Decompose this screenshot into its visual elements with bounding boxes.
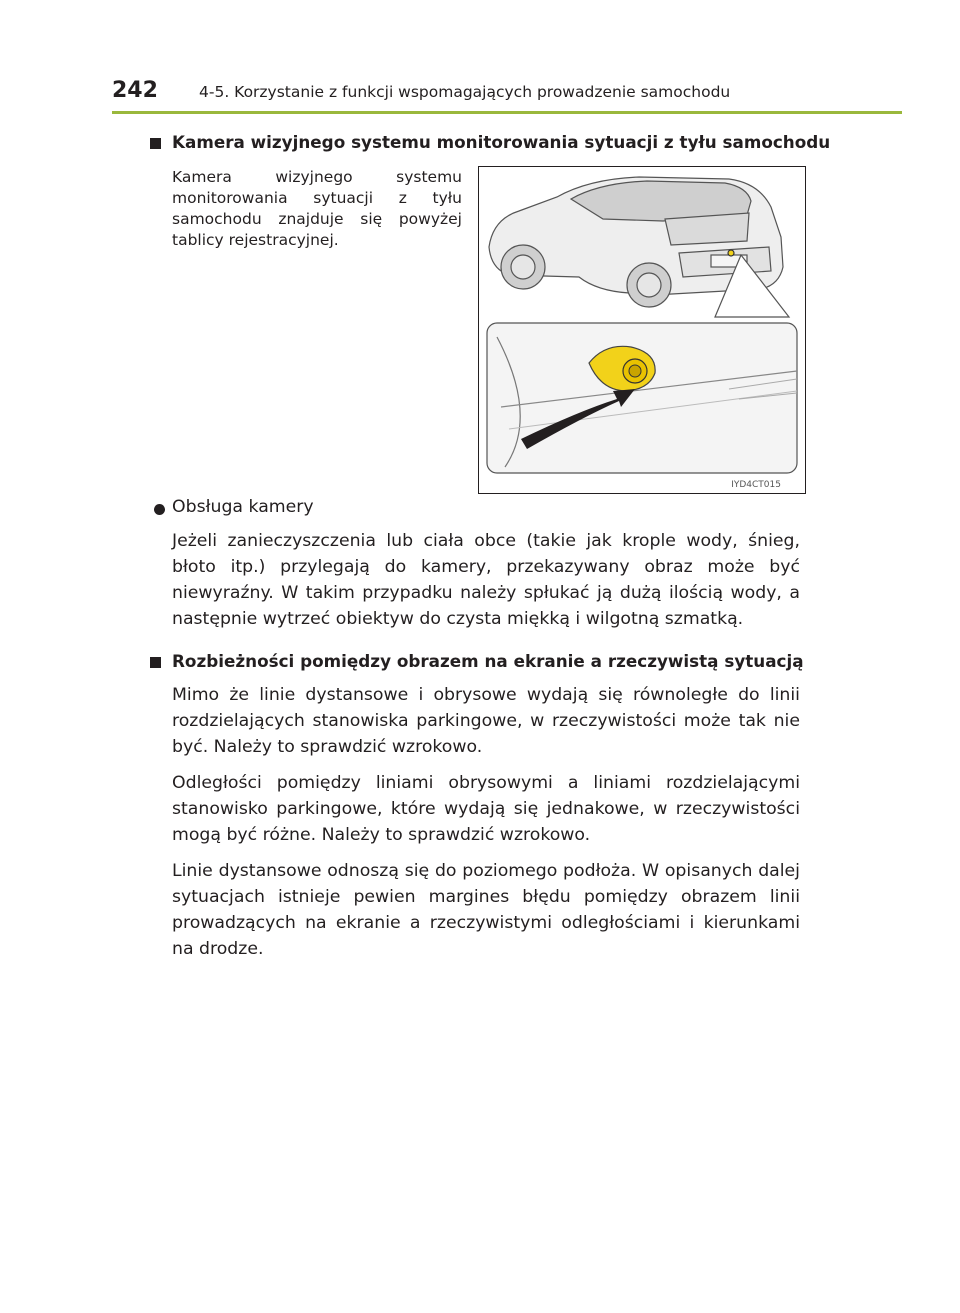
paragraph-2: Odległości pomiędzy liniami obrysowymi a liniami rozdzielającymi stanowisko parkingowe, które wydają się jednakowe, w rzeczywistości mogą być różne. Należy to sprawdzić wzrokowo. [172,773,800,845]
rear-camera-figure [478,166,806,494]
round-bullet-icon [154,504,165,515]
page-header [112,78,902,118]
chapter-title: 4-5. Korzystanie z funkcji wspomagających prowadzenie samochodu [199,83,731,101]
camera-operation-text: Jeżeli zanieczyszczenia lub ciała obce (takie jak krople wody, śnieg, błoto itp.) przylegają do kamery, przekazywany obraz może być niewyraźny. W takim przypadku należy spłukać ją dużą ilością wody, a następnie wytrzeć obiektyw do czysta miękką i wilgotną szmatką. [172,531,800,629]
section-heading-camera: Kamera wizyjnego systemu monitorowania sytuacji z tyłu samochodu [172,132,831,152]
header-rule [112,111,902,114]
square-bullet-icon [150,657,161,668]
square-bullet-icon [150,138,161,149]
figure-code: IYD4CT015 [731,480,781,490]
rear-camera-illustration [479,167,805,493]
paragraph-1: Mimo że linie dystansowe i obrysowe wydają się równoległe do linii rozdzielających stanowiska parkingowe, w rzeczywistości może tak nie być. Należy to sprawdzić wzrokowo. [172,685,800,757]
section-heading-discrepancies: Rozbieżności pomiędzy obrazem na ekranie a rzeczywistą sytuacją [172,651,804,671]
paragraph-3: Linie dystansowe odnoszą się do poziomego podłoża. W opisanych dalej sytuacjach istnieje pewien margines błędu pomiędzy obrazem linii prowadzących na ekranie a rzeczywistymi odległościami i kierunkami na drodze. [172,861,800,959]
camera-operation-label: Obsługa kamery [172,497,314,517]
camera-location-text: Kamera wizyjnego systemu monitorowania sytuacji z tyłu samochodu znajduje się powyżej tablicy rejestracyjnej. [172,168,462,249]
page-number: 242 [112,78,158,103]
